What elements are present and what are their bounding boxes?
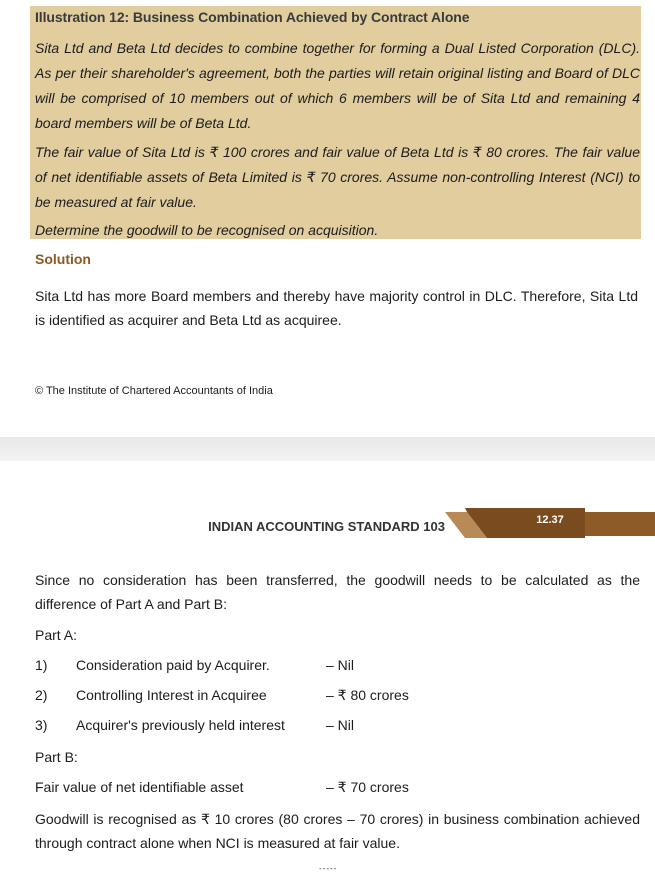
solution-text: Sita Ltd has more Board members and thereby have majority control in DLC. Therefore, Sita Ltd is identified as acquirer and Beta Ltd as acquiree. bbox=[35, 288, 638, 328]
part-a-item-value: – Nil bbox=[326, 657, 355, 673]
running-header-title: INDIAN ACCOUNTING STANDARD 103 bbox=[208, 519, 445, 534]
end-mark: ----- bbox=[319, 864, 338, 873]
copyright-footer: © The Institute of Chartered Accountants of India bbox=[35, 385, 273, 397]
part-a-label: Part A: bbox=[35, 627, 78, 643]
part-b-label: Part B: bbox=[35, 749, 78, 765]
part-a-item-value: – ₹ 80 crores bbox=[326, 687, 409, 703]
illustration-question: Determine the goodwill to be recognised on acquisition. bbox=[35, 222, 379, 238]
part-b-item-label: Fair value of net identifiable asset bbox=[35, 779, 244, 795]
conclusion-paragraph: Goodwill is recognised as ₹ 10 crores (80 crores – 70 crores) in business combination achieved through contract alone when NCI is measured at fair value. bbox=[35, 811, 640, 851]
illustration-title: Illustration 12: Business Combination Achieved by Contract Alone bbox=[35, 9, 470, 25]
part-a-item-num: 3) bbox=[35, 717, 48, 733]
solution-heading: Solution bbox=[35, 251, 91, 267]
banner-tail bbox=[585, 512, 655, 536]
part-a-item-num: 1) bbox=[35, 657, 48, 673]
part-a-item-label: Controlling Interest in Acquiree bbox=[76, 687, 267, 703]
part-a-item-num: 2) bbox=[35, 687, 48, 703]
part-a-item-value: – Nil bbox=[326, 717, 355, 733]
part-a-item-label: Consideration paid by Acquirer. bbox=[76, 657, 270, 673]
part-a-item-label: Acquirer's previously held interest bbox=[76, 717, 285, 733]
intro-paragraph: Since no consideration has been transferred, the goodwill needs to be calculated as the difference of Part A and Part B: bbox=[35, 572, 640, 612]
page-lower bbox=[0, 461, 655, 873]
page-separator bbox=[0, 437, 655, 461]
part-b-item-value: – ₹ 70 crores bbox=[326, 779, 409, 795]
illustration-paragraph-2: The fair value of Sita Ltd is ₹ 100 crores and fair value of Beta Ltd is ₹ 80 crores. The fair value of net identifiable assets of Beta Limited is ₹ 70 crores. Assume non-controlling Interest (NCI) to be measured at fair value. bbox=[35, 144, 640, 210]
illustration-paragraph-1: Sita Ltd and Beta Ltd decides to combine together for forming a Dual Listed Corporation (DLC). As per their shareholder's agreement, both the parties will retain original listing and Board of DLC will be comprised of 10 members out of which 6 members will be of Sita Ltd and remaining 4 board members will be of Beta Ltd. bbox=[35, 40, 640, 131]
page-number: 12.37 bbox=[536, 514, 564, 526]
